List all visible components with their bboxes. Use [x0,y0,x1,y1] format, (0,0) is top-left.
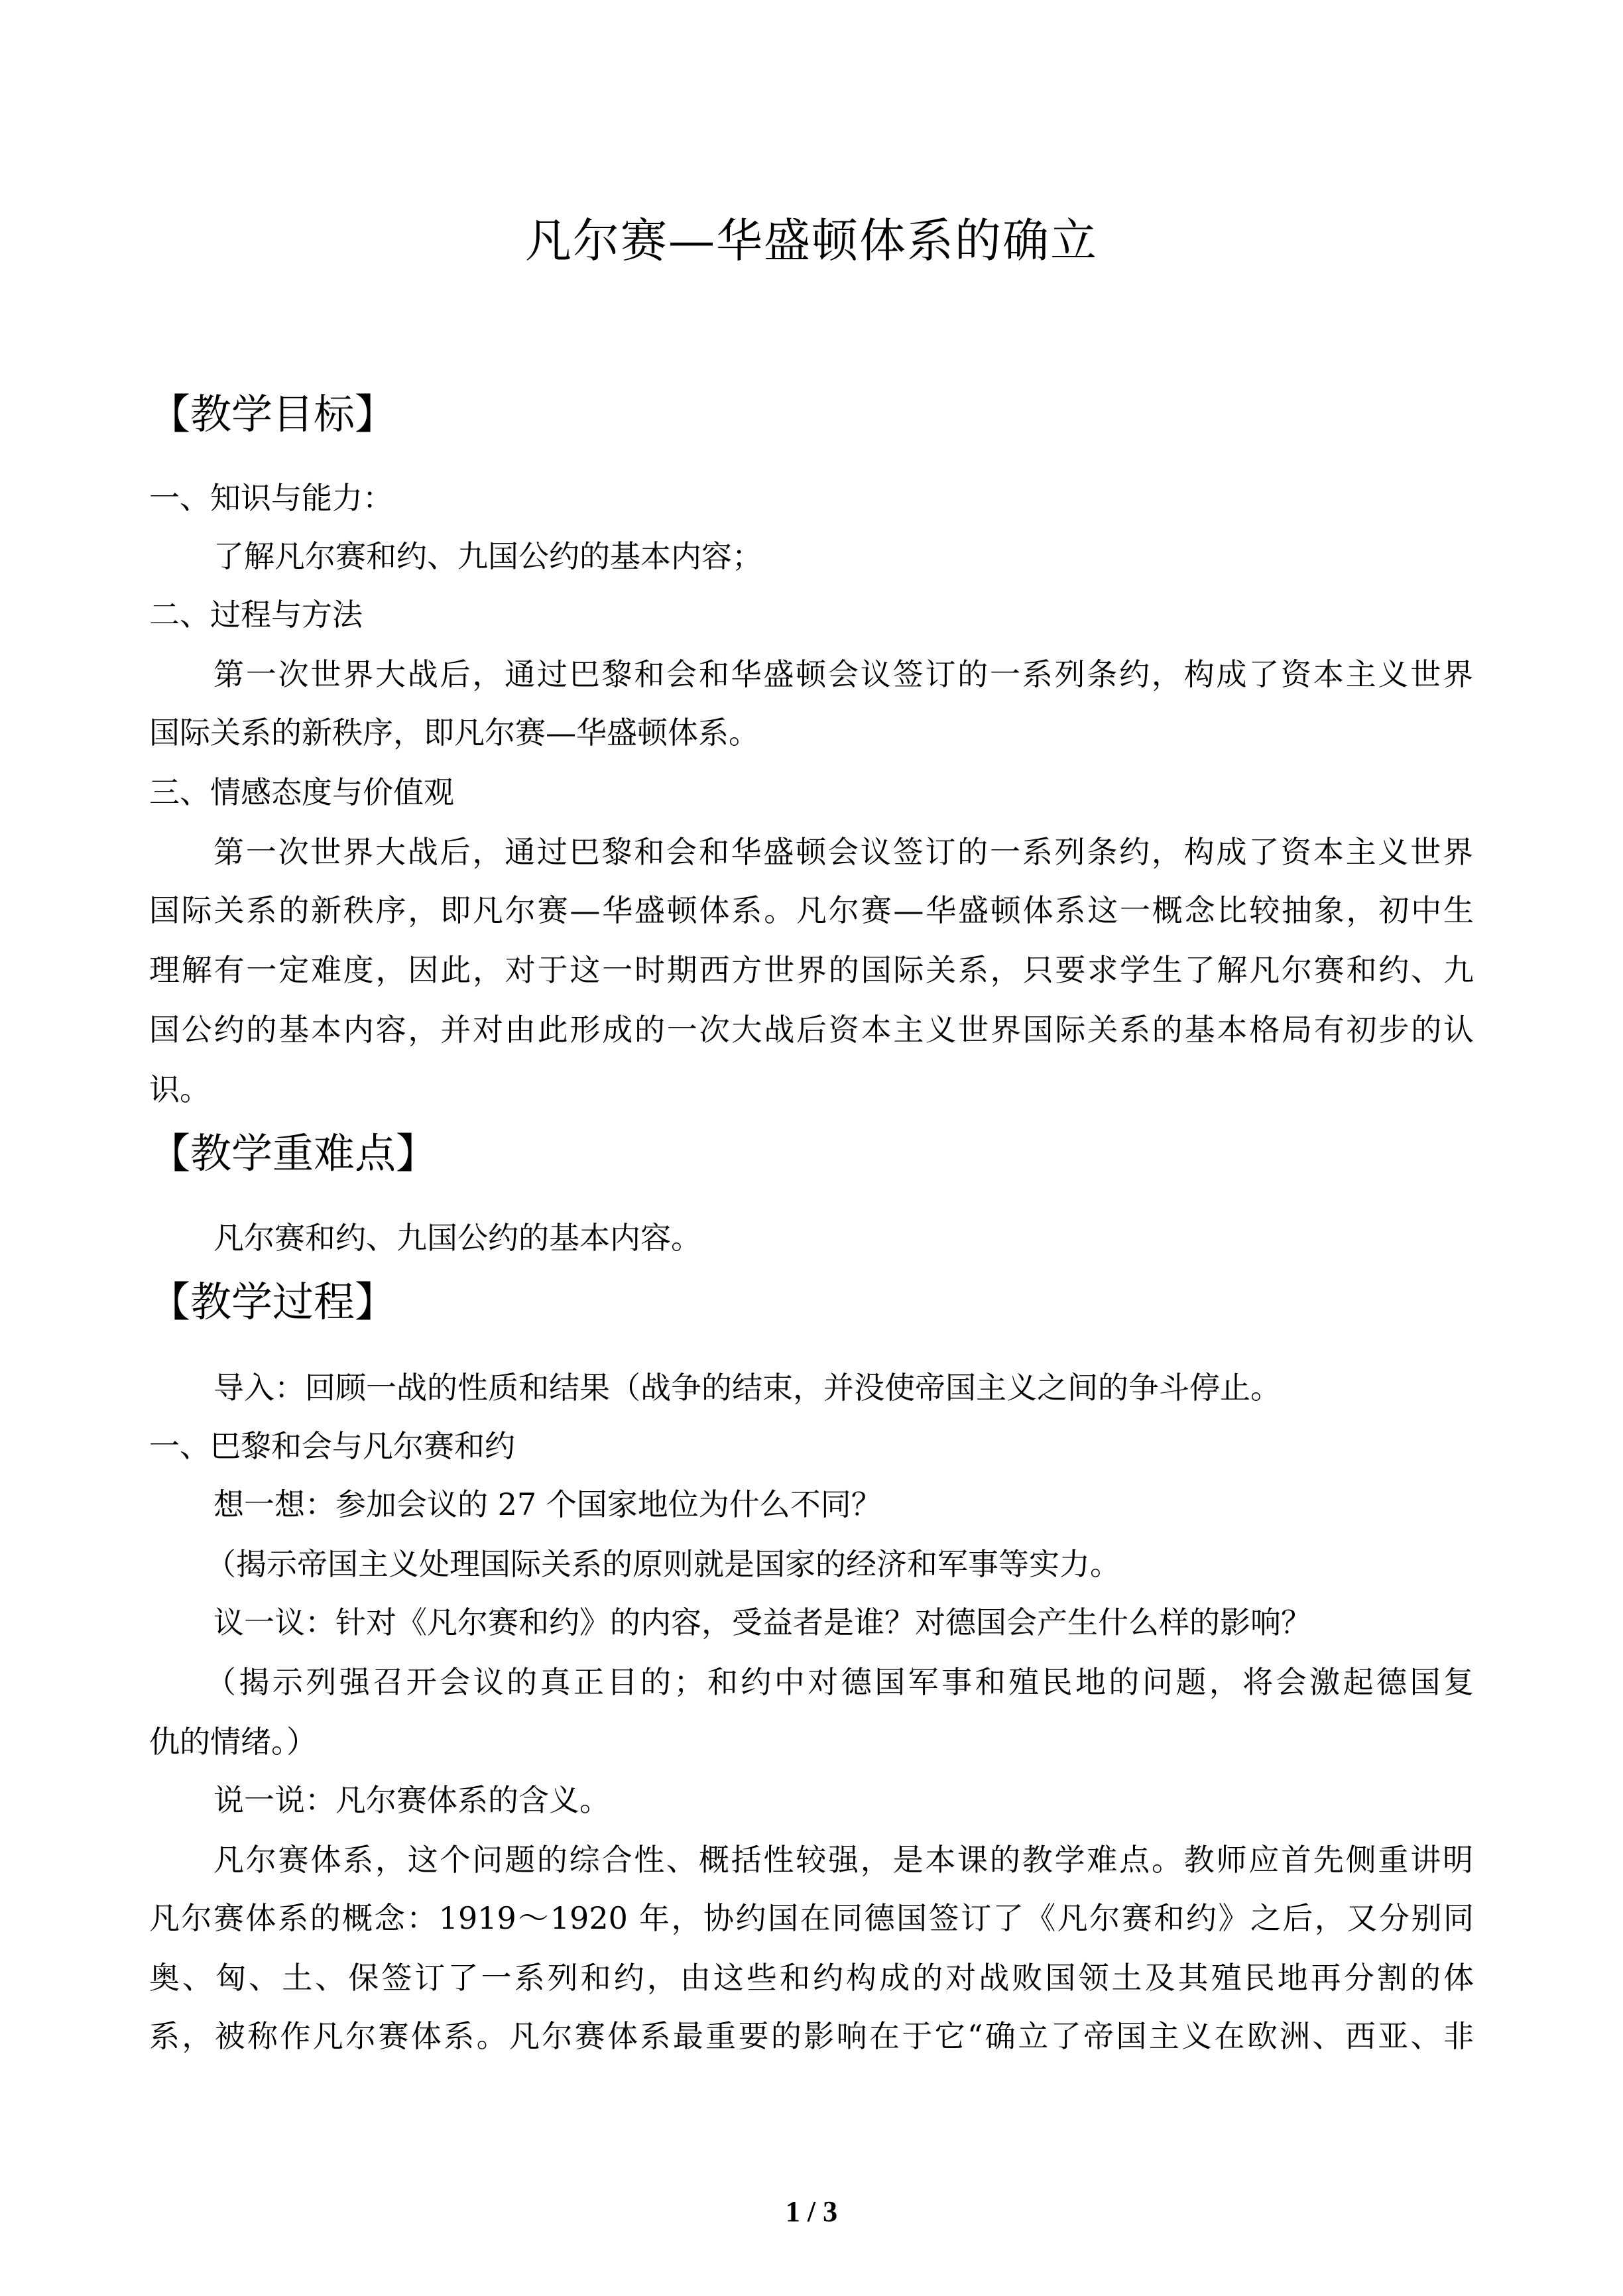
key-points-text: 凡尔赛和约、九国公约的基本内容。 [213,1220,701,1256]
process-heading-paris: 一、巴黎和会与凡尔赛和约 [149,1428,515,1464]
objective-text-emotion-line1: 第一次世界大战后，通过巴黎和会和华盛顿会议签订的一系列条约，构成了资本主义世界 [213,834,1473,870]
objective-heading-knowledge: 一、知识与能力： [149,480,393,516]
process-paragraph-line3: 奥、匈、土、保签订了一系列和约，由这些和约构成的对战败国领土及其殖民地再分割的体 [149,1960,1474,1996]
process-say: 说一说：凡尔赛体系的含义。 [213,1782,610,1818]
objective-heading-process: 二、过程与方法 [149,597,363,633]
process-reveal-2-line2: 仇的情绪。） [149,1724,317,1760]
objective-text-emotion-line4: 国公约的基本内容，并对由此形成的一次大战后资本主义世界国际关系的基本格局有初步的认 [149,1012,1474,1048]
process-paragraph-line2: 凡尔赛体系的概念：1919～1920 年，协约国在同德国签订了《凡尔赛和约》之后，又分别同 [149,1900,1474,1936]
section-heading-key-points: 【教学重难点】 [149,1129,438,1178]
process-paragraph-line4: 系，被称作凡尔赛体系。凡尔赛体系最重要的影响在于它“确立了帝国主义在欧洲、西亚、非 [149,2018,1474,2054]
process-paragraph-line1: 凡尔赛体系，这个问题的综合性、概括性较强，是本课的教学难点。教师应首先侧重讲明 [213,1842,1473,1878]
document-title: 凡尔赛—华盛顿体系的确立 [525,213,1098,268]
page-number: 1 / 3 [785,2195,838,2228]
objective-text-process-line2: 国际关系的新秩序，即凡尔赛—华盛顿体系。 [149,715,759,751]
section-heading-process: 【教学过程】 [149,1278,396,1326]
objective-text-emotion-line2: 国际关系的新秩序，即凡尔赛—华盛顿体系。凡尔赛—华盛顿体系这一概念比较抽象，初中生 [149,892,1474,928]
process-intro: 导入：回顾一战的性质和结果（战争的结束，并没使帝国主义之间的争斗停止。 [213,1370,1281,1406]
process-think: 想一想：参加会议的 27 个国家地位为什么不同？ [213,1486,882,1522]
process-discuss: 议一议：针对《凡尔赛和约》的内容，受益者是谁？对德国会产生什么样的影响？ [213,1604,1311,1640]
objective-heading-emotion: 三、情感态度与价值观 [149,774,454,810]
process-reveal-2-line1: （揭示列强召开会议的真正目的；和约中对德国军事和殖民地的问题，将会激起德国复 [206,1664,1474,1700]
objective-text-emotion-line5: 识。 [149,1071,210,1107]
objective-text-process-line1: 第一次世界大战后，通过巴黎和会和华盛顿会议签订的一系列条约，构成了资本主义世界 [213,656,1473,692]
objective-text-knowledge: 了解凡尔赛和约、九国公约的基本内容； [213,538,762,574]
objective-text-emotion-line3: 理解有一定难度，因此，对于这一时期西方世界的国际关系，只要求学生了解凡尔赛和约、九 [149,952,1474,988]
section-heading-objectives: 【教学目标】 [149,390,396,438]
process-reveal-1: （揭示帝国主义处理国际关系的原则就是国家的经济和军事等实力。 [206,1546,1120,1582]
